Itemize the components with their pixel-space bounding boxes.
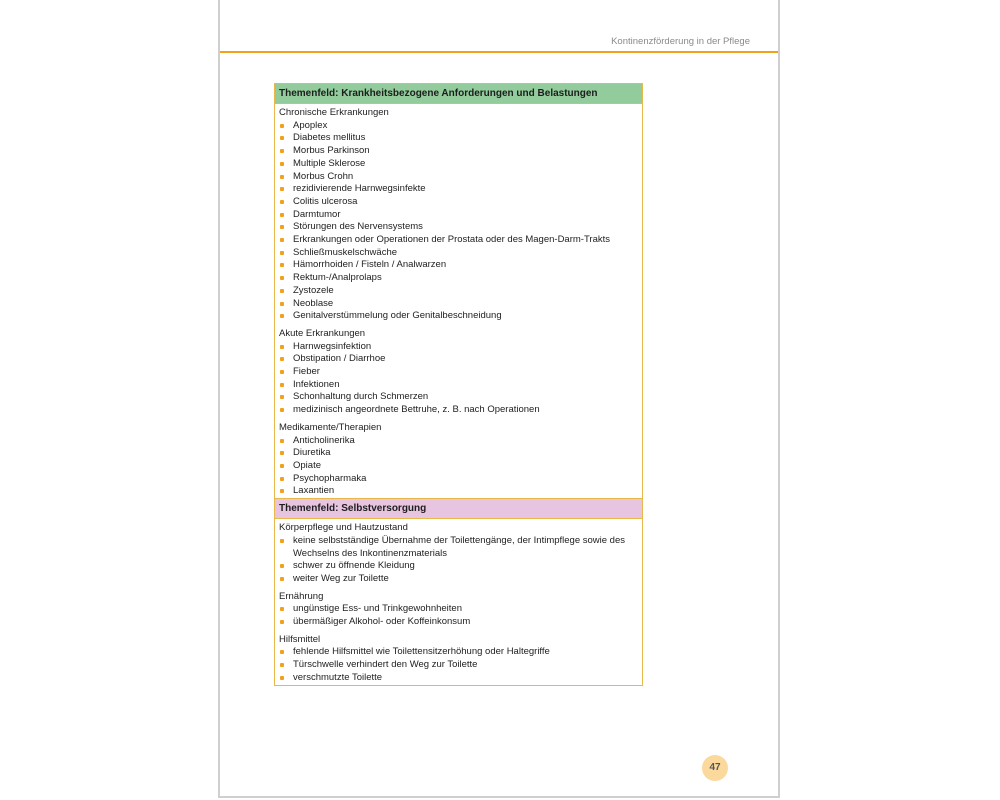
list-item-text: Obstipation / Diarrhoe	[293, 353, 386, 365]
list-item-text: verschmutzte Toilette	[293, 671, 383, 683]
bullet-icon	[280, 663, 284, 667]
bullet-icon	[280, 370, 284, 374]
list-item	[279, 435, 638, 448]
bullet-icon	[280, 439, 284, 443]
list-item-text: medizinisch angeordnete Bettruhe, z. B. nach Operationen	[293, 404, 540, 416]
list-item-text: Diabetes mellitus	[293, 132, 366, 144]
list-item	[279, 460, 638, 473]
list-item	[279, 353, 638, 366]
bullet-icon	[280, 564, 284, 568]
document-page	[218, 0, 780, 798]
list-item-text: Colitis ulcerosa	[293, 195, 358, 207]
list-item-text: Infektionen	[293, 378, 340, 390]
item-group	[279, 422, 638, 498]
list-item	[279, 573, 638, 586]
list-item-text: Multiple Sklerose	[293, 157, 366, 169]
list-item-text: fehlende Hilfsmittel wie Toilettensitzerhöhung oder Haltegriffe	[293, 646, 550, 658]
bullet-icon	[280, 289, 284, 293]
section-heading: Themenfeld: Selbstversorgung	[275, 498, 642, 519]
list-item-text: rezidivierende Harnwegsinfekte	[293, 183, 426, 195]
list-item-text: Anticholinerika	[293, 434, 355, 446]
list-item-text: Schließmuskelschwäche	[293, 246, 398, 258]
bullet-list	[279, 603, 638, 628]
list-item	[279, 616, 638, 629]
list-item-text: übermäßiger Alkohol- oder Koffeinkonsum	[293, 616, 471, 628]
bullet-icon	[280, 408, 284, 412]
list-item-text: Erkrankungen oder Operationen der Prostata oder des Magen-Darm-Trakts	[293, 234, 610, 246]
bullet-icon	[280, 607, 284, 611]
bullet-icon	[280, 200, 284, 204]
list-item	[279, 221, 638, 234]
group-title: Chronische Erkrankungen	[279, 107, 389, 118]
list-item	[279, 603, 638, 616]
list-item	[279, 646, 638, 659]
bullet-icon	[280, 464, 284, 468]
list-item-text: Psychopharmaka	[293, 472, 367, 484]
bullet-icon	[280, 162, 284, 166]
list-item	[279, 247, 638, 260]
bullet-list	[279, 435, 638, 499]
list-item	[279, 183, 638, 196]
bullet-icon	[280, 124, 284, 128]
list-item	[279, 209, 638, 222]
section-body	[275, 522, 642, 684]
list-item	[279, 298, 638, 311]
section-body	[275, 107, 642, 498]
list-item-text: Schonhaltung durch Schmerzen	[293, 391, 429, 403]
list-item-text: Rektum-/Analprolaps	[293, 272, 382, 284]
bullet-icon	[280, 136, 284, 140]
list-item	[279, 285, 638, 298]
bullet-icon	[280, 238, 284, 242]
running-header: Kontinenzförderung in der Pflege	[611, 36, 750, 47]
list-item-text: Morbus Parkinson	[293, 145, 370, 157]
list-item-text: Neoblase	[293, 297, 334, 309]
bullet-icon	[280, 489, 284, 493]
bullet-icon	[280, 395, 284, 399]
list-item-text: schwer zu öffnende Kleidung	[293, 560, 415, 572]
list-item	[279, 171, 638, 184]
list-item-text: Harnwegsinfektion	[293, 340, 372, 352]
list-item	[279, 196, 638, 209]
list-item	[279, 366, 638, 379]
list-item-text: Fieber	[293, 366, 320, 378]
list-item	[279, 341, 638, 354]
bullet-icon	[280, 149, 284, 153]
bullet-icon	[280, 225, 284, 229]
list-item-text: Hämorrhoiden / Fisteln / Analwarzen	[293, 259, 447, 271]
bullet-icon	[280, 577, 284, 581]
list-item	[279, 447, 638, 460]
list-item	[279, 234, 638, 247]
list-item	[279, 145, 638, 158]
bullet-icon	[280, 345, 284, 349]
list-item-text: Laxantien	[293, 485, 335, 497]
bullet-list	[279, 646, 638, 684]
list-item	[279, 659, 638, 672]
bullet-icon	[280, 650, 284, 654]
bullet-icon	[280, 276, 284, 280]
bullet-icon	[280, 676, 284, 680]
list-item	[279, 132, 638, 145]
page-number: 47	[702, 755, 728, 781]
bullet-icon	[280, 357, 284, 361]
group-title: Akute Erkrankungen	[279, 327, 366, 339]
bullet-list	[279, 341, 638, 417]
list-item-text: Opiate	[293, 459, 321, 471]
list-item	[279, 310, 638, 323]
bullet-icon	[280, 213, 284, 217]
list-item-text: Türschwelle verhindert den Weg zur Toilette	[293, 659, 478, 671]
list-item	[279, 404, 638, 417]
list-item	[279, 272, 638, 285]
bullet-list	[279, 535, 638, 586]
list-item-text: ungünstige Ess- und Trinkgewohnheiten	[293, 603, 463, 615]
bullet-icon	[280, 175, 284, 179]
group-title: Medikamente/Therapien	[279, 421, 382, 433]
list-item-text: Apoplex	[293, 119, 328, 131]
bullet-icon	[280, 451, 284, 455]
list-item-text: weiter Weg zur Toilette	[293, 572, 389, 584]
bullet-icon	[280, 620, 284, 624]
list-item-text: Diuretika	[293, 447, 331, 459]
list-item	[279, 120, 638, 133]
item-group	[279, 328, 638, 417]
list-item	[279, 259, 638, 272]
list-item	[279, 560, 638, 573]
list-item	[279, 485, 638, 498]
bullet-icon	[280, 383, 284, 387]
list-item-text: keine selbstständige Übernahme der Toilettengänge, der Intimpflege sowie des Wechselns des Inkontinenzmaterials	[293, 534, 626, 559]
section-heading: Themenfeld: Krankheitsbezogene Anforderungen und Belastungen	[275, 84, 642, 104]
bullet-icon	[280, 263, 284, 267]
item-group	[279, 107, 638, 323]
bullet-icon	[280, 251, 284, 255]
group-title: Körperpflege und Hautzustand	[279, 522, 408, 534]
list-item	[279, 473, 638, 486]
bullet-icon	[280, 302, 284, 306]
bullet-icon	[280, 477, 284, 481]
list-item-text: Zystozele	[293, 284, 334, 296]
item-group	[279, 591, 638, 629]
item-group	[279, 522, 638, 586]
bullet-icon	[280, 539, 284, 543]
topics-table	[274, 83, 643, 686]
list-item-text: Genitalverstümmelung oder Genitalbeschneidung	[293, 310, 502, 322]
list-item	[279, 158, 638, 171]
bullet-list	[279, 120, 638, 323]
bullet-icon	[280, 314, 284, 318]
list-item	[279, 672, 638, 685]
list-item	[279, 535, 638, 560]
list-item-text: Störungen des Nervensystems	[293, 221, 423, 233]
group-title: Ernährung	[279, 590, 324, 602]
header-rule	[220, 51, 778, 53]
group-title: Hilfsmittel	[279, 633, 321, 645]
item-group	[279, 634, 638, 685]
list-item-text: Darmtumor	[293, 208, 341, 220]
list-item	[279, 391, 638, 404]
list-item-text: Morbus Crohn	[293, 170, 354, 182]
bullet-icon	[280, 187, 284, 191]
list-item	[279, 379, 638, 392]
